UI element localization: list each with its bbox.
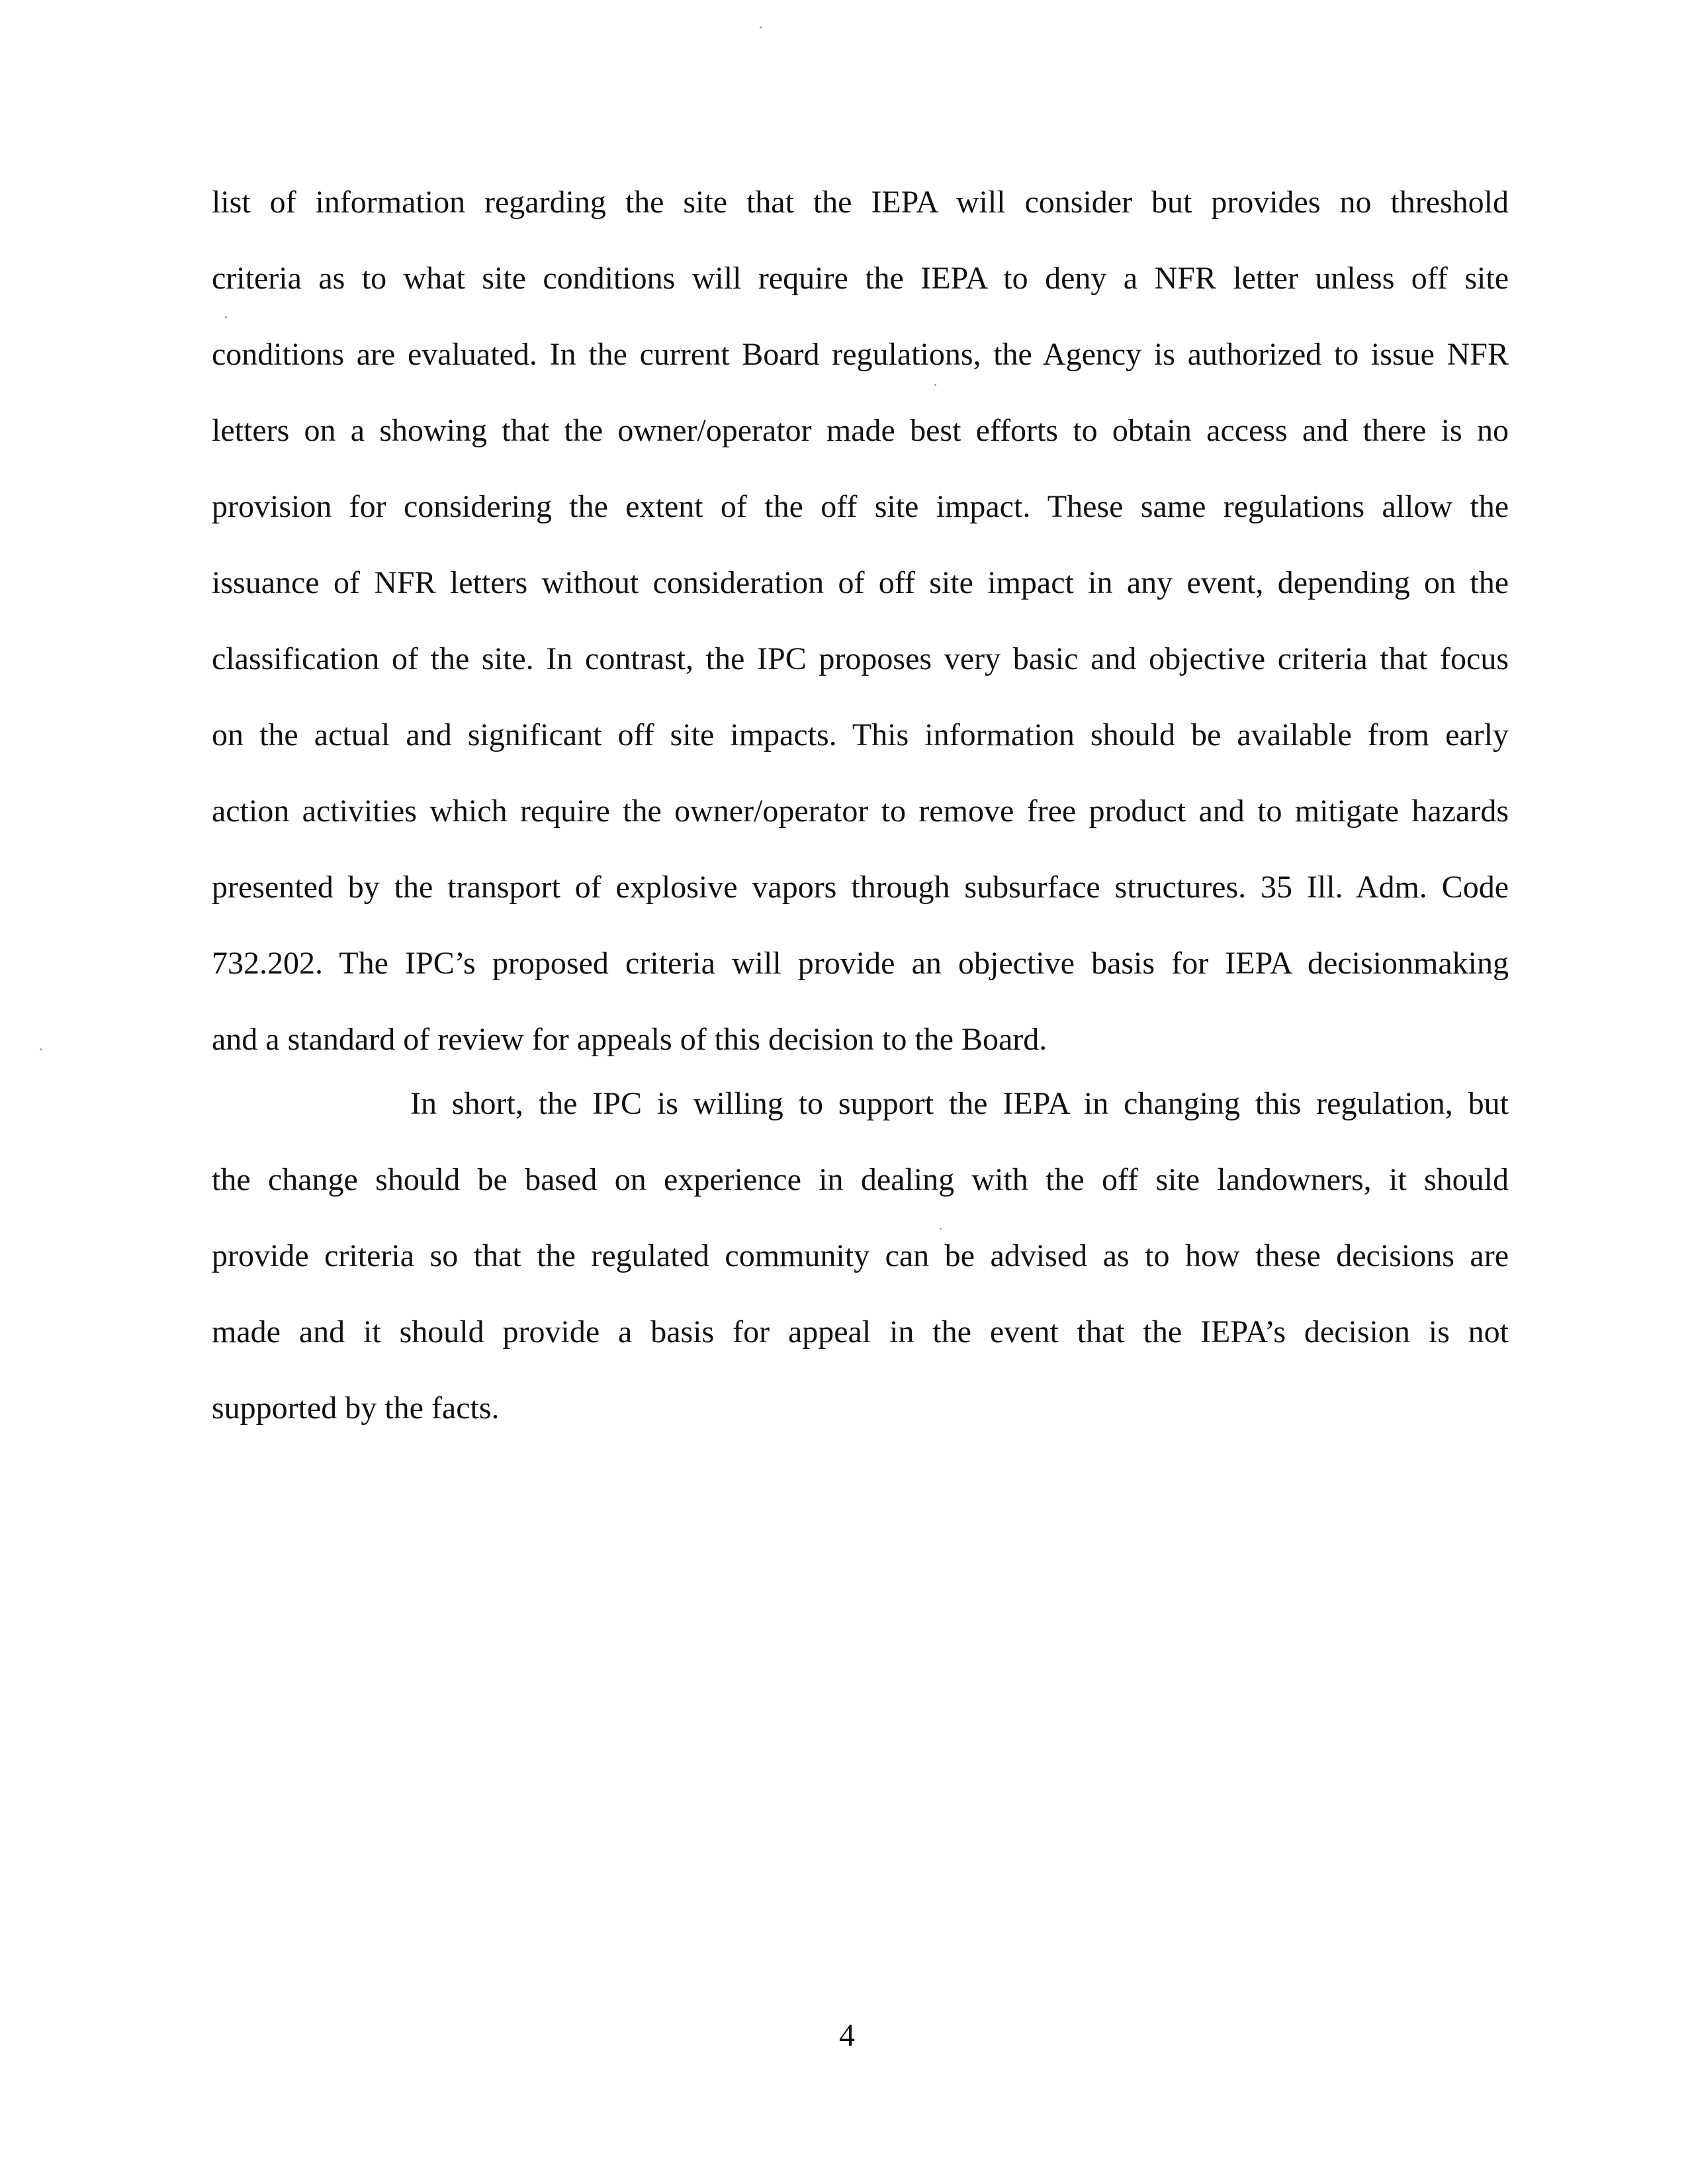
paragraph-line: conditions are evaluated. In the current Board regulations, the Agency is authorized to issue NFR — [212, 337, 1509, 372]
scan-speck — [760, 26, 762, 28]
paragraph-2 — [212, 1066, 1509, 1446]
paragraph-line: In short, the IPC is willing to support the IEPA in changing this regulation, but — [410, 1086, 1509, 1121]
scan-speck — [225, 316, 227, 318]
paragraph-line: supported by the facts. — [212, 1390, 500, 1426]
paragraph-line: letters on a showing that the owner/operator made best efforts to obtain access and there is no — [212, 413, 1509, 448]
paragraph-line: on the actual and significant off site impacts. This information should be available from early — [212, 717, 1509, 752]
scan-speck — [940, 1228, 942, 1230]
paragraph-line: provide criteria so that the regulated community can be advised as to how these decisions are — [212, 1238, 1509, 1273]
paragraph-line: made and it should provide a basis for appeal in the event that the IEPA’s decision is not — [212, 1314, 1509, 1349]
paragraph-line: presented by the transport of explosive vapors through subsurface structures. 35 Ill. Adm. Code — [212, 870, 1509, 905]
paragraph-line: issuance of NFR letters without consideration of off site impact in any event, depending on the — [212, 565, 1509, 600]
paragraph-line: list of information regarding the site that the IEPA will consider but provides no threshold — [212, 185, 1509, 220]
paragraph-line: criteria as to what site conditions will require the IEPA to deny a NFR letter unless off site — [212, 261, 1509, 296]
paragraph-line: action activities which require the owner/operator to remove free product and to mitigate hazards — [212, 794, 1509, 829]
paragraph-1 — [212, 164, 1509, 1077]
paragraph-line: 732.202. The IPC’s proposed criteria will provide an objective basis for IEPA decisionmaking — [212, 946, 1509, 981]
paragraph-line: the change should be based on experience in dealing with the off site landowners, it should — [212, 1162, 1509, 1197]
page-number: 4 — [839, 2018, 855, 2053]
scan-speck — [934, 384, 936, 386]
paragraph-line: provision for considering the extent of the off site impact. These same regulations allow the — [212, 489, 1509, 524]
paragraph-line: classification of the site. In contrast, the IPC proposes very basic and objective criteria that focus — [212, 641, 1509, 676]
paragraph-line: and a standard of review for appeals of this decision to the Board. — [212, 1022, 1048, 1057]
scan-speck — [40, 1048, 42, 1050]
